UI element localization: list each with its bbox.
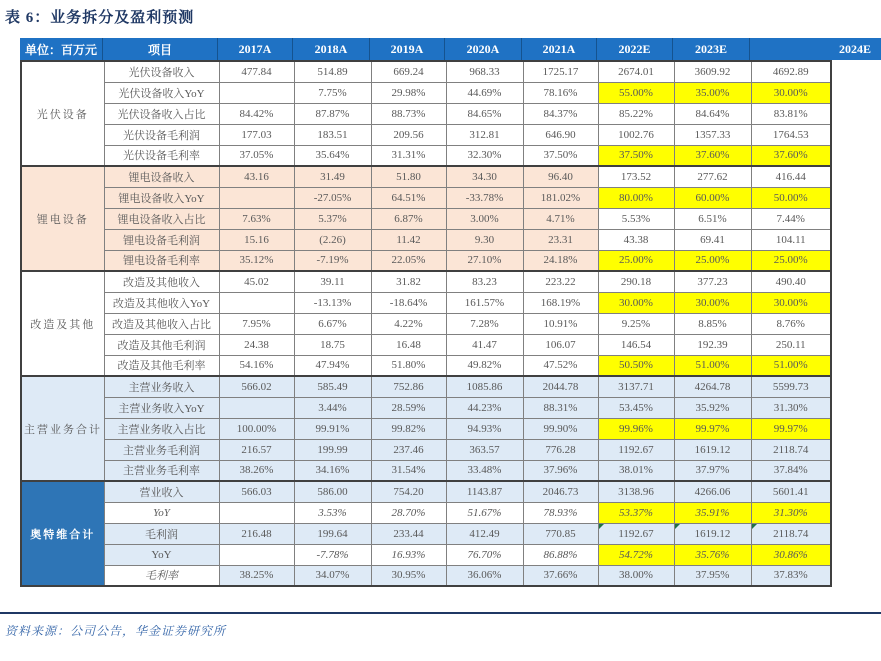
value-cell: 1619.12 xyxy=(674,439,751,460)
value-cell: 27.10% xyxy=(446,250,523,271)
value-cell: 2118.74 xyxy=(751,439,831,460)
table-row xyxy=(21,271,831,292)
value-cell: 24.18% xyxy=(523,250,598,271)
table-row xyxy=(21,292,831,313)
value-cell: 30.95% xyxy=(371,565,446,586)
value-cell: 250.11 xyxy=(751,334,831,355)
category-cell: 锂电设备 xyxy=(21,166,104,271)
value-cell: 776.28 xyxy=(523,439,598,460)
value-cell: 3138.96 xyxy=(598,481,674,502)
value-cell: 80.00% xyxy=(598,187,674,208)
value-cell: 22.05% xyxy=(371,250,446,271)
value-cell: 4.22% xyxy=(371,313,446,334)
table-row xyxy=(21,460,831,481)
value-cell: 99.96% xyxy=(598,418,674,439)
row-label-cell: 光伏设备毛利润 xyxy=(104,124,219,145)
value-cell: 28.70% xyxy=(371,502,446,523)
column-header-unit: 单位：百万元 xyxy=(20,38,103,60)
value-cell: 3.00% xyxy=(446,208,523,229)
table-row xyxy=(21,544,831,565)
value-cell: 37.84% xyxy=(751,460,831,481)
value-cell: 47.94% xyxy=(294,355,371,376)
value-cell: 60.00% xyxy=(674,187,751,208)
value-cell: 277.62 xyxy=(674,166,751,187)
value-cell: 99.97% xyxy=(674,418,751,439)
value-cell: 83.81% xyxy=(751,103,831,124)
column-header-2018a: 2018A xyxy=(293,38,370,60)
category-cell: 奥特维合计 xyxy=(21,481,104,586)
value-cell: 25.00% xyxy=(674,250,751,271)
value-cell: 37.50% xyxy=(598,145,674,166)
value-cell: 43.16 xyxy=(219,166,294,187)
value-cell: 37.83% xyxy=(751,565,831,586)
value-cell: 770.85 xyxy=(523,523,598,544)
value-cell: 28.59% xyxy=(371,397,446,418)
value-cell: 18.75 xyxy=(294,334,371,355)
value-cell: 146.54 xyxy=(598,334,674,355)
value-cell: 6.87% xyxy=(371,208,446,229)
value-cell: 30.86% xyxy=(751,544,831,565)
value-cell: 37.60% xyxy=(674,145,751,166)
value-cell: 84.37% xyxy=(523,103,598,124)
table-row xyxy=(21,250,831,271)
value-cell: 88.31% xyxy=(523,397,598,418)
value-cell: 16.93% xyxy=(371,544,446,565)
table-row xyxy=(21,208,831,229)
value-cell: 586.00 xyxy=(294,481,371,502)
value-cell: 33.48% xyxy=(446,460,523,481)
value-cell: 9.25% xyxy=(598,313,674,334)
value-cell: 752.86 xyxy=(371,376,446,397)
row-label-cell: YoY xyxy=(104,502,219,523)
value-cell: 183.51 xyxy=(294,124,371,145)
value-cell: 2674.01 xyxy=(598,61,674,82)
value-cell: 223.22 xyxy=(523,271,598,292)
value-cell: 50.00% xyxy=(751,187,831,208)
row-label-cell: 锂电设备毛利润 xyxy=(104,229,219,250)
row-label-cell: 锂电设备收入占比 xyxy=(104,208,219,229)
value-cell: 2044.78 xyxy=(523,376,598,397)
value-cell: 34.07% xyxy=(294,565,371,586)
table-row xyxy=(21,61,831,82)
value-cell: 37.05% xyxy=(219,145,294,166)
value-cell: -7.78% xyxy=(294,544,371,565)
column-header-2020a: 2020A xyxy=(445,38,522,60)
table-row xyxy=(21,418,831,439)
value-cell: 16.48 xyxy=(371,334,446,355)
value-cell: 84.65% xyxy=(446,103,523,124)
value-cell: 7.63% xyxy=(219,208,294,229)
value-cell: 290.18 xyxy=(598,271,674,292)
value-cell xyxy=(219,292,294,313)
value-cell: 233.44 xyxy=(371,523,446,544)
table-row xyxy=(21,313,831,334)
row-label-cell: 锂电设备毛利率 xyxy=(104,250,219,271)
value-cell: 1619.12 xyxy=(674,523,751,544)
value-cell: 2118.74 xyxy=(751,523,831,544)
value-cell: (2.26) xyxy=(294,229,371,250)
value-cell: 50.50% xyxy=(598,355,674,376)
value-cell: -18.64% xyxy=(371,292,446,313)
value-cell: 84.42% xyxy=(219,103,294,124)
value-cell: 377.23 xyxy=(674,271,751,292)
category-cell: 光伏设备 xyxy=(21,61,104,166)
value-cell: 31.31% xyxy=(371,145,446,166)
value-cell: 24.38 xyxy=(219,334,294,355)
value-cell: 38.26% xyxy=(219,460,294,481)
value-cell: 216.57 xyxy=(219,439,294,460)
value-cell: 37.60% xyxy=(751,145,831,166)
value-cell: 566.03 xyxy=(219,481,294,502)
value-cell: 3.44% xyxy=(294,397,371,418)
value-cell xyxy=(219,502,294,523)
value-cell: 11.42 xyxy=(371,229,446,250)
table-row xyxy=(21,229,831,250)
row-label-cell: 主营业务毛利率 xyxy=(104,460,219,481)
value-cell: 30.00% xyxy=(674,292,751,313)
value-cell: 53.45% xyxy=(598,397,674,418)
row-label-cell: 锂电设备收入 xyxy=(104,166,219,187)
value-cell: 44.69% xyxy=(446,82,523,103)
row-label-cell: 毛利润 xyxy=(104,523,219,544)
value-cell: 31.30% xyxy=(751,397,831,418)
value-cell: 35.92% xyxy=(674,397,751,418)
value-cell: 30.00% xyxy=(598,292,674,313)
page-title: 表 6：业务拆分及盈利预测 xyxy=(5,10,195,26)
value-cell: 3137.71 xyxy=(598,376,674,397)
value-cell: 192.39 xyxy=(674,334,751,355)
value-cell: 585.49 xyxy=(294,376,371,397)
value-cell: 754.20 xyxy=(371,481,446,502)
row-label-cell: 改造及其他毛利率 xyxy=(104,355,219,376)
category-cell: 改造及其他 xyxy=(21,271,104,376)
row-label-cell: 光伏设备毛利率 xyxy=(104,145,219,166)
column-header-2024e: 2024E xyxy=(750,38,881,60)
value-cell: 35.00% xyxy=(674,82,751,103)
value-cell: 168.19% xyxy=(523,292,598,313)
value-cell: 8.85% xyxy=(674,313,751,334)
value-cell: 99.97% xyxy=(751,418,831,439)
value-cell: 94.93% xyxy=(446,418,523,439)
value-cell: 4.71% xyxy=(523,208,598,229)
business-forecast-table xyxy=(20,60,832,587)
source-note: 资料来源：公司公告，华金证券研究所 xyxy=(5,624,227,638)
value-cell: 177.03 xyxy=(219,124,294,145)
value-cell: 38.00% xyxy=(598,565,674,586)
value-cell: 181.02% xyxy=(523,187,598,208)
value-cell: 7.75% xyxy=(294,82,371,103)
row-label-cell: 营业收入 xyxy=(104,481,219,502)
value-cell: 35.76% xyxy=(674,544,751,565)
row-label-cell: 主营业务毛利润 xyxy=(104,439,219,460)
table-body xyxy=(21,61,831,586)
value-cell: 566.02 xyxy=(219,376,294,397)
value-cell: 490.40 xyxy=(751,271,831,292)
value-cell: 49.82% xyxy=(446,355,523,376)
value-cell: 99.82% xyxy=(371,418,446,439)
value-cell: 35.12% xyxy=(219,250,294,271)
value-cell: 51.80 xyxy=(371,166,446,187)
value-cell: 199.64 xyxy=(294,523,371,544)
value-cell: 25.00% xyxy=(751,250,831,271)
table-row xyxy=(21,166,831,187)
value-cell: 51.67% xyxy=(446,502,523,523)
row-label-cell: 锂电设备收入YoY xyxy=(104,187,219,208)
value-cell: 5.53% xyxy=(598,208,674,229)
column-header-2023e: 2023E xyxy=(673,38,750,60)
value-cell: 161.57% xyxy=(446,292,523,313)
value-cell: 38.01% xyxy=(598,460,674,481)
value-cell: 83.23 xyxy=(446,271,523,292)
value-cell: 7.44% xyxy=(751,208,831,229)
value-cell: 15.16 xyxy=(219,229,294,250)
value-cell: 1725.17 xyxy=(523,61,598,82)
value-cell: 8.76% xyxy=(751,313,831,334)
row-label-cell: 改造及其他收入占比 xyxy=(104,313,219,334)
value-cell: 76.70% xyxy=(446,544,523,565)
value-cell: 85.22% xyxy=(598,103,674,124)
value-cell: 43.38 xyxy=(598,229,674,250)
value-cell: 41.47 xyxy=(446,334,523,355)
category-cell: 主营业务合计 xyxy=(21,376,104,481)
value-cell: 199.99 xyxy=(294,439,371,460)
value-cell: 412.49 xyxy=(446,523,523,544)
row-label-cell: 光伏设备收入 xyxy=(104,61,219,82)
value-cell: 32.30% xyxy=(446,145,523,166)
value-cell: 86.88% xyxy=(523,544,598,565)
value-cell: 6.67% xyxy=(294,313,371,334)
value-cell: 1764.53 xyxy=(751,124,831,145)
value-cell: 39.11 xyxy=(294,271,371,292)
value-cell: 5.37% xyxy=(294,208,371,229)
value-cell: 78.93% xyxy=(523,502,598,523)
table-row xyxy=(21,502,831,523)
value-cell: 51.80% xyxy=(371,355,446,376)
value-cell: 1143.87 xyxy=(446,481,523,502)
table-row xyxy=(21,481,831,502)
row-label-cell: 主营业务收入YoY xyxy=(104,397,219,418)
value-cell: 1192.67 xyxy=(598,523,674,544)
value-cell: 31.54% xyxy=(371,460,446,481)
table-row xyxy=(21,355,831,376)
value-cell: 64.51% xyxy=(371,187,446,208)
value-cell: 54.72% xyxy=(598,544,674,565)
value-cell: 45.02 xyxy=(219,271,294,292)
value-cell: 84.64% xyxy=(674,103,751,124)
row-label-cell: 改造及其他毛利润 xyxy=(104,334,219,355)
row-label-cell: 光伏设备收入占比 xyxy=(104,103,219,124)
value-cell: 25.00% xyxy=(598,250,674,271)
value-cell: 3.53% xyxy=(294,502,371,523)
value-cell: 1085.86 xyxy=(446,376,523,397)
value-cell: 416.44 xyxy=(751,166,831,187)
value-cell: 237.46 xyxy=(371,439,446,460)
value-cell xyxy=(219,544,294,565)
value-cell: 99.91% xyxy=(294,418,371,439)
value-cell: 104.11 xyxy=(751,229,831,250)
value-cell: 34.30 xyxy=(446,166,523,187)
value-cell: 37.66% xyxy=(523,565,598,586)
value-cell: 31.30% xyxy=(751,502,831,523)
value-cell: 1002.76 xyxy=(598,124,674,145)
value-cell: 51.00% xyxy=(751,355,831,376)
value-cell xyxy=(219,187,294,208)
value-cell xyxy=(219,82,294,103)
table-header-row xyxy=(20,38,881,60)
value-cell: 209.56 xyxy=(371,124,446,145)
value-cell: 2046.73 xyxy=(523,481,598,502)
table-row xyxy=(21,565,831,586)
value-cell: 4692.89 xyxy=(751,61,831,82)
value-cell: 646.90 xyxy=(523,124,598,145)
row-label-cell: 改造及其他收入YoY xyxy=(104,292,219,313)
value-cell: 30.00% xyxy=(751,82,831,103)
value-cell: 5599.73 xyxy=(751,376,831,397)
table-row xyxy=(21,103,831,124)
value-cell: 51.00% xyxy=(674,355,751,376)
value-cell: 35.64% xyxy=(294,145,371,166)
row-label-cell: YoY xyxy=(104,544,219,565)
row-label-cell: 光伏设备收入YoY xyxy=(104,82,219,103)
row-label-cell: 主营业务收入占比 xyxy=(104,418,219,439)
value-cell: 44.23% xyxy=(446,397,523,418)
table-row xyxy=(21,82,831,103)
value-cell: 35.91% xyxy=(674,502,751,523)
row-label-cell: 改造及其他收入 xyxy=(104,271,219,292)
column-header-item: 项目 xyxy=(103,38,218,60)
value-cell: 99.90% xyxy=(523,418,598,439)
column-header-2022e: 2022E xyxy=(597,38,673,60)
value-cell: 312.81 xyxy=(446,124,523,145)
value-cell: -7.19% xyxy=(294,250,371,271)
row-label-cell: 主营业务收入 xyxy=(104,376,219,397)
table-row xyxy=(21,439,831,460)
value-cell: 100.00% xyxy=(219,418,294,439)
value-cell: 514.89 xyxy=(294,61,371,82)
table-row xyxy=(21,187,831,208)
value-cell: 96.40 xyxy=(523,166,598,187)
column-header-2017a: 2017A xyxy=(218,38,293,60)
table-row xyxy=(21,124,831,145)
value-cell: 9.30 xyxy=(446,229,523,250)
value-cell: 30.00% xyxy=(751,292,831,313)
table-row xyxy=(21,376,831,397)
value-cell: 31.49 xyxy=(294,166,371,187)
value-cell: 54.16% xyxy=(219,355,294,376)
table-row xyxy=(21,334,831,355)
value-cell: 87.87% xyxy=(294,103,371,124)
row-label-cell: 毛利率 xyxy=(104,565,219,586)
value-cell: 53.37% xyxy=(598,502,674,523)
value-cell: 34.16% xyxy=(294,460,371,481)
table-row xyxy=(21,145,831,166)
value-cell: 31.82 xyxy=(371,271,446,292)
divider-rule xyxy=(0,612,881,614)
value-cell: 4264.78 xyxy=(674,376,751,397)
value-cell xyxy=(219,397,294,418)
value-cell: 37.50% xyxy=(523,145,598,166)
value-cell: -27.05% xyxy=(294,187,371,208)
value-cell: 3609.92 xyxy=(674,61,751,82)
table-row xyxy=(21,397,831,418)
value-cell: 37.97% xyxy=(674,460,751,481)
value-cell: 38.25% xyxy=(219,565,294,586)
value-cell: 78.16% xyxy=(523,82,598,103)
value-cell: 88.73% xyxy=(371,103,446,124)
value-cell: 7.95% xyxy=(219,313,294,334)
value-cell: 23.31 xyxy=(523,229,598,250)
value-cell: 69.41 xyxy=(674,229,751,250)
value-cell: 7.28% xyxy=(446,313,523,334)
value-cell: 55.00% xyxy=(598,82,674,103)
value-cell: 37.96% xyxy=(523,460,598,481)
table-row xyxy=(21,523,831,544)
value-cell: 6.51% xyxy=(674,208,751,229)
value-cell: 47.52% xyxy=(523,355,598,376)
value-cell: 968.33 xyxy=(446,61,523,82)
value-cell: -13.13% xyxy=(294,292,371,313)
value-cell: 216.48 xyxy=(219,523,294,544)
column-header-2019a: 2019A xyxy=(370,38,445,60)
value-cell: 173.52 xyxy=(598,166,674,187)
value-cell: -33.78% xyxy=(446,187,523,208)
column-header-2021a: 2021A xyxy=(522,38,597,60)
value-cell: 5601.41 xyxy=(751,481,831,502)
value-cell: 1357.33 xyxy=(674,124,751,145)
value-cell: 4266.06 xyxy=(674,481,751,502)
value-cell: 363.57 xyxy=(446,439,523,460)
value-cell: 10.91% xyxy=(523,313,598,334)
value-cell: 37.95% xyxy=(674,565,751,586)
value-cell: 669.24 xyxy=(371,61,446,82)
value-cell: 106.07 xyxy=(523,334,598,355)
value-cell: 29.98% xyxy=(371,82,446,103)
value-cell: 1192.67 xyxy=(598,439,674,460)
value-cell: 477.84 xyxy=(219,61,294,82)
value-cell: 36.06% xyxy=(446,565,523,586)
